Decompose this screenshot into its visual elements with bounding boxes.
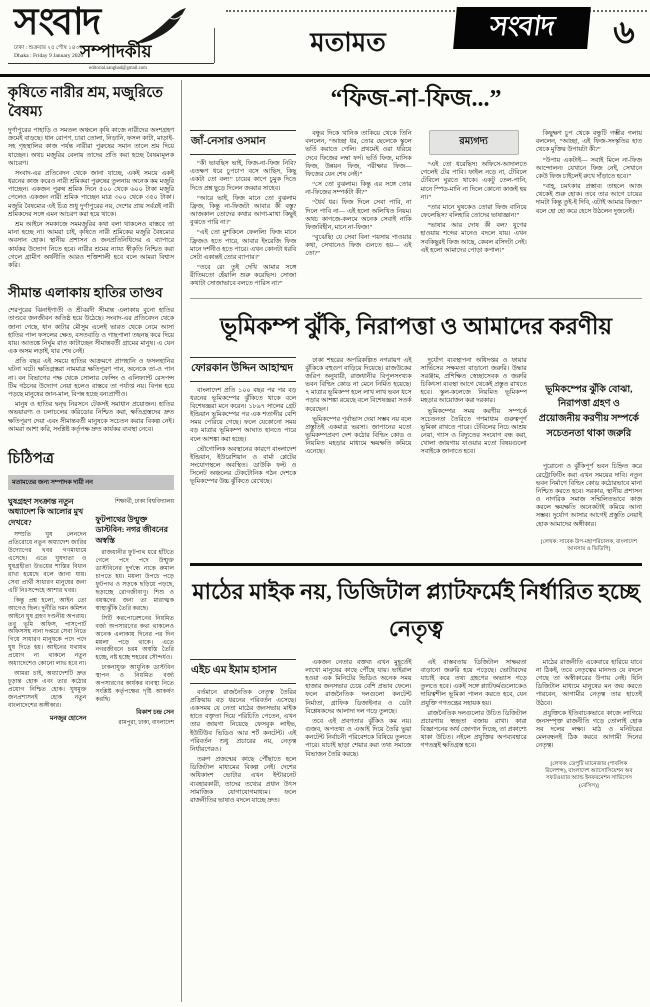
body-paragraph: “তার মানে ঘুষকেও তোরা ফিজ বানিয়ে ফেলেছিস? বলিহারি তোদের ভাষাজ্ঞান!” [420, 203, 527, 220]
body-paragraph: “তবে রে! তুই দেখি আমার সঙ্গে রীতিমতো হেঁয়ালি শুরু করেছিস। সোজা কথাটা সোজাভাবে বলতে পারিস না?” [190, 264, 297, 288]
body-paragraph: কিন্তু প্রশ্ন হলো, আইন তো আগেও ছিল। দুর্নীতি দমন কমিশন আইনে ঘুষ গ্রহণ দণ্ডনীয় অপরাধ। তবু ভূমি অফিস, পাসপোর্ট অফিসসহ নানা দপ্তরে সেবা নিতে গিয়ে সাধারণ মানুষকে পদে পদে ঘুষ দিতে হয়। আইনের যথাযথ প্রয়োগ না থাকলে নতুন অধ্যাদেশেও কোনো লাভ হবে না। [8, 597, 87, 668]
column-divider [181, 80, 182, 1002]
body-paragraph: তরুণ প্রজন্মের কাছে পৌঁছাতে হলে ডিজিটাল মাধ্যমের বিকল্প নেই। দেশের অধিকাংশ ভোটার এখন ইন্টারনেট ব্যবহারকারী, তাদের তথ্যের প্রধান উৎস সামাজিক যোগাযোগমাধ্যম। ফলে রাজনীতির ভাষাও বদলে যাচ্ছে দ্রুত। [190, 756, 297, 804]
body-paragraph: দুর্গাপুরের পাহাড়ি ও সমতল অঞ্চলে কৃষি কাজে নারীদের অংশগ্রহণ ক্রমেই বাড়ছে। ধান রোপণ, চারা তোলা, নিড়ানি, ফসল কাটা, মাড়াই-সহ গৃহস্থালির কাজ পর্যন্ত নারীরা পুরুষের সমান তালে শ্রম দিয়ে যাচ্ছেন। অথচ মজুরির বেলায় তাদের প্রতি করা হচ্ছে বৈষম্যমূলক আচরণ। [8, 127, 174, 167]
editorial-2-headline: সীমান্ত এলাকায় হাতির তাণ্ডব [8, 285, 163, 301]
article-3-byline: এইচ এম ইমাম হাসান [190, 659, 296, 684]
page-section-title: মতামত [310, 28, 386, 57]
article-3-col-1 [190, 659, 296, 807]
body-paragraph: বর্তমানে রাজনৈতিক নেতৃত্ব তৈরির প্রক্রিয়ায় বড় ধরনের পরিবর্তন এসেছে। একসময় যে নেতা মাঠের জনসভায় মাইক হাতে বক্তৃতা দিয়ে পরিচিতি পেতেন, এখন তার জায়গা নিয়েছে ফেসবুক লাইভ, ইউটিউব ভিডিও আর শর্ট কনটেন্ট। এই পরিবর্তন শুধু প্রচারের নয়, নেতৃত্ব নির্ধারণেরও। [190, 688, 297, 753]
letter-2-signature: বিকাশ চন্দ্র সেন [136, 708, 174, 716]
editorial-column [8, 84, 174, 729]
letter-1-headline: ঘুষগ্রহণ সংক্রান্ত নতুন অধ্যাদেশ কি আলোর মুখ দেখবে? [8, 496, 84, 527]
body-paragraph: ঢাকা শহরের অপরিকল্পিত নগরায়ণ এই ঝুঁকিকে বহুগুণ বাড়িয়ে দিয়েছে। রাজউকের জরিপ অনুযায়ী, রাজধানীর বিপুলসংখ্যক ভবন বিল্ডিং কোড না মেনে নির্মিত হয়েছে। ৭ মাত্রার ভূমিকম্প হলে লাখ লাখ ভবন ধসে পড়ার আশঙ্কা রয়েছে বলে বিশেষজ্ঞরা সতর্ক করেছেন। [305, 356, 412, 413]
article-2-col-1 [190, 357, 296, 554]
body-paragraph: সম্প্রতি ঘুষ লেনদেন প্রতিরোধে নতুন অধ্যাদেশ জারির উদ্যোগের খবর গণমাধ্যমে এসেছে। এতে ঘুষদাতা ও ঘুষগ্রহীতা উভয়ের শাস্তির বিধান রাখা হয়েছে বলে জানা যায়। সেবা প্রার্থী সাধারণ মানুষের জন্য এটি নিঃসন্দেহে আশার খবর। [8, 532, 87, 594]
newspaper-logo: সংবাদ [14, 2, 100, 43]
body-paragraph: “সে তো বুঝলাম। কিন্তু এর সঙ্গে তোর না-ফিজের সম্পর্কটা কী?” [305, 181, 412, 197]
body-paragraph: একজন নেতার বক্তব্য এখন মুহূর্তেই লাখো মানুষের কাছে পৌঁছে যায়। ভাইরাল হওয়া এক মিনিটের ভিডিও অনেক সময় হাজার জনসভার চেয়ে বেশি প্রভাব ফেলে। ফলে রাজনৈতিক দলগুলো কনটেন্ট নির্মাতা, গ্রাফিক ডিজাইনার ও ডেটা বিশ্লেষকদের আলাদা দল গড়ে তুলছে। [305, 658, 412, 715]
body-paragraph: শ্রম আইনে সমকাজে সমমজুরির কথা বলা থাকলেও বাস্তবে তা মানা হচ্ছে না। আমরা চাই, কৃষিতে নারী শ্রমিকের মজুরি বৈষম্যের অবসান হোক। স্থানীয় প্রশাসন ও জনপ্রতিনিধিদের এ ব্যাপারে কার্যকর উদ্যোগ নিতে হবে। নারীর শ্রমের ন্যায্য স্বীকৃতি নিশ্চিত করা গেলে গ্রামীণ অর্থনীতি আরও শক্তিশালী হবে বলে আমরা বিশ্বাস করি। [8, 220, 174, 269]
date-english: Dhaka : Friday 9 January 2026 [14, 52, 84, 59]
letter-2-body [96, 550, 175, 705]
body-paragraph: পুরোনো ও ঝুঁকিপূর্ণ ভবন চিহ্নিত করে রেট্রোফিটিং করা এখন সময়ের দাবি। নতুন ভবন নির্মাণে বিল্ডিং কোড কঠোরভাবে মানা নিশ্চিত করতে হবে। সরকার, স্থানীয় প্রশাসন ও নাগরিক সমাজ সম্মিলিতভাবে কাজ করলে ক্ষয়ক্ষতি অনেকটাই কমিয়ে আনা সম্ভব। দুর্যোগ আসার আগেই প্রস্তুতি নেয়াই হোক আমাদের অঙ্গীকার। [535, 463, 642, 528]
body-paragraph: শেরপুরের ঝিনাইগাতী ও শ্রীবরদী সীমান্ত এলাকায় বুনো হাতির তাণ্ডবে জনজীবন অতিষ্ঠ হয়ে উঠেছে। সংবাদ-এর প্রতিবেদন থেকে জানা গেছে, ধান কাটার মৌসুম এলেই ভারত থেকে নেমে আসা হাতির পাল ফসলের ক্ষেত, বসতবাড়ি ও গাছপালা তছনছ করে দিয়ে যায়। আতঙ্কে নির্ঘুম রাত কাটাচ্ছেন সীমান্তবর্তী গ্রামের মানুষ। এ যেন এক অসম লড়াই, যার শেষ নেই। [8, 307, 174, 356]
letters-columns [8, 497, 174, 729]
body-paragraph: ভৌগোলিক অবস্থানের কারণে বাংলাদেশ ইন্ডিয়ান, ইউরেশিয়ান ও বার্মা প্লেটের সংযোগস্থলে অবস্থিত। ডাউকি ফল্ট ও সিলেট অঞ্চলের টেকটোনিক গঠন দেশকে ভূমিকম্পের উচ্চ ঝুঁকিতে রেখেছে। [190, 445, 297, 486]
body-paragraph: “ধৈর্য ধর। ফিজ দিলে সেবা পাবি, না দিলে পাবি না— এই হলো অলিখিত নিয়ম। অথচ কাগজে-কলমে অনেক সেবাই নাকি ফিজবিহীন, মানে না-ফিজ!” [305, 199, 412, 231]
body-paragraph: ভূমিকম্পের সময় করণীয় সম্পর্কে সচেতনতা তৈরিতে গণমাধ্যম গুরুত্বপূর্ণ ভূমিকা রাখতে পারে। টেবিলের নিচে আশ্রয় নেয়া, গ্যাস ও বিদ্যুতের সংযোগ বন্ধ করা, খোলা জায়গায় যাওয়ার মতো বিষয়গুলো সবাইকে জানাতে হবে। [420, 407, 527, 456]
body-paragraph: ভূমিকম্পের পূর্বাভাস দেয়া সম্ভব নয় বলে প্রস্তুতিই একমাত্র ভরসা। জাপানের মতো ভূমিকম্পপ্রবণ দেশ কঠোর বিল্ডিং কোড ও নিয়মিত মহড়ার মাধ্যমে ক্ষয়ক্ষতি কমিয়ে এনেছে। [305, 415, 412, 456]
body-paragraph: “বুঝেছি! যে সেবা বিনা পয়সায় পাওয়ার কথা, সেখানেও ফিজ গুনতে হয়— এই তো?” [305, 234, 412, 258]
letter-2-signature-info: রামপুরা, ঢাকা, বাংলাদেশ [118, 719, 174, 726]
body-paragraph: “এই তো মুশকিলে ফেললি! ফিজ মানে ফ্রিজও হতে পারে, আবার ইংরেজি ফিজ মানে দর্শনীও হতে পারে। এখন কোনটা ধরবি সেটা একান্তই তোর ব্যাপার।” [190, 229, 297, 261]
body-paragraph: আমরা চাই, অধ্যাদেশটি দ্রুত চূড়ান্ত হোক এবং তার কঠোর প্রয়োগ নিশ্চিত হোক। ঘুষমুক্ত জনপ্রশাসনই হোক নতুন বাংলাদেশের অঙ্গীকার। [8, 671, 87, 709]
body-paragraph: ঢাকনাযুক্ত আধুনিক ডাস্টবিন স্থাপন ও নিয়মিত বর্জ্য অপসারণের কার্যকর ব্যবস্থা নিতে সংশ্লিষ্ট কর্তৃপক্ষের দৃষ্টি আকর্ষণ করছি। [95, 665, 174, 703]
dateline [14, 45, 83, 60]
article-3-col-3 [421, 659, 527, 807]
article-1-body [190, 130, 642, 291]
letter-2-headline: ফুটপাথের উন্মুক্ত ডাস্টবিন: নগর জীবনের অস্বস্তি [95, 514, 168, 545]
letter-item [96, 515, 175, 728]
article-separator-thick [190, 563, 642, 566]
letters-disclaimer: মতামতের জন্য সম্পাদক দায়ী নন [8, 475, 174, 490]
body-paragraph: রাজধানীর ফুটপাথ ধরে হাঁটতে গেলে পদে পদে উন্মুক্ত ডাস্টবিনের দুর্গন্ধে নাকে রুমাল চাপতে হয়। ময়লা উপচে পড়ে ফুটপাথ ও সড়কে ছড়িয়ে পড়ছে, ছড়াচ্ছে রোগজীবাণু। শিশু ও বয়স্কদের জন্য তা মারাত্মক স্বাস্থ্যঝুঁকি তৈরি করছে। [95, 550, 174, 612]
newspaper-logo-box [453, 7, 591, 49]
body-paragraph: সংবাদ-এর প্রতিবেদন থেকে জানা যাচ্ছে, একই সময়ে একই ধরনের কাজ করেও নারী শ্রমিকরা পুরুষের তুলনায় অনেক কম মজুরি পাচ্ছেন। একজন পুরুষ শ্রমিক দিনে ৫০০ থেকে ৬০০ টাকা মজুরি পেলেও একজন নারী শ্রমিক পাচ্ছেন মাত্র ৩০০ থেকে ৩৫০ টাকা। মজুরি বৈষম্যের এই চিত্র শুধু দুর্গাপুরের নয়, দেশের প্রায় সর্বত্রই নারী শ্রমিকদের সঙ্গে এমন আচরণ করা হয়ে থাকে। [8, 169, 174, 218]
article-separator-thin [190, 298, 642, 299]
header-vertical-rule [214, 28, 215, 63]
article-2-author-footer: [লেখক: সাবেক উপ-মহাপরিচালক, বাংলাদেশ আনসার ও ভিডিপি] [540, 538, 638, 553]
date-bengali: ঢাকা : শুক্রবার ২৫ পৌষ ১৪৩২ [14, 45, 83, 51]
article-3-author-footer: [লেখক: ডেপুটি ম্যানেজার (পাবলিক রিলেশন্স), বাংলাদেশ অ্যাসোসিয়েশন অব সফটওয়্যার অ্যান্ড ইনফরমেশন সার্ভিসেস (বেসিস)] [545, 760, 633, 789]
body-paragraph: বন্ধুর দিকে খানিক তাকিয়ে থেকে তিনি বললেন, “আচ্ছা ধর, তোর ছেলেকে স্কুলে ভর্তি করাতে গেলি। প্রথমেই ওরা ধরিয়ে দেবে ফিজের লম্বা ফর্দ। ভর্তি ফিজ, মাসিক ফিজ, উন্নয়ন ফিজ, পরীক্ষার ফিজ— ফিজের যেন শেষ নেই।” [305, 130, 412, 178]
body-paragraph: প্রতি বছর এই সময়ে হাতির আক্রমণে প্রাণহানি ও ফসলহানির ঘটনা ঘটে। ক্ষতিগ্রস্তরা নামমাত্র ক্ষতিপূরণ পান, অনেকে তা-ও পান না। বন বিভাগের পক্ষ থেকে সোলার ফেন্সিং ও এলিফ্যান্ট রেসপন্স টিম গঠনের উদ্যোগ নেয়া হলেও বাস্তবে তা পর্যাপ্ত নয়। বিপন্ন হয়ে পড়ছে মানুষের জান-মাল, বিপন্ন হচ্ছে বন্যপ্রাণীও। [8, 358, 174, 398]
header-bottom-rule [0, 74, 650, 77]
body-paragraph: প্রযুক্তিকে ইতিবাচকভাবে কাজে লাগিয়ে জনসম্পৃক্ত রাজনীতি গড়ে তোলাই হোক সব দলের লক্ষ্য। মাঠ ও মনিটরের মেলবন্ধনই ঠিক করবে আগামী দিনের নেতৃত্ব। [535, 709, 642, 750]
body-paragraph: মানুষ ও হাতির দ্বন্দ্ব নিরসনে টেকসই সমাধান প্রয়োজন। হাতির অভয়ারণ্য ও চলাচলের করিডোর নিশ্চিত করা, ক্ষতিগ্রস্তদের দ্রুত ক্ষতিপূরণ দেয়া এবং সীমান্তবর্তী মানুষকে সচেতন করার বিকল্প নেই। আমরা আশা করি, সংশ্লিষ্ট কর্তৃপক্ষ দ্রুত কার্যকর ব্যবস্থা নেবে। [8, 401, 174, 433]
letter-1-signature: মনজুর হোসেন [49, 714, 87, 722]
editorial-1-body [8, 127, 174, 270]
letter-1-signature-info: শিক্ষার্থী, ঢাকা বিশ্ববিদ্যালয় [114, 498, 174, 505]
body-paragraph: রাজনৈতিক দলগুলোর উচিত ডিজিটাল প্রচারণায় স্বচ্ছতা বজায় রাখা। কারা বিজ্ঞাপনের অর্থ জোগান দিচ্ছে, তা প্রকাশ্যে থাকা উচিত। নইলে প্রযুক্তির অপব্যবহারে গণতন্ত্রই ক্ষতিগ্রস্ত হবে। [420, 709, 527, 750]
body-paragraph: “উপায় একটাই— সবাই মিলে না-ফিজ আন্দোলন! যেখানে ফিজ নেই, সেখানে কেউ ফিজ চাইলেই রুখে দাঁড়াতে হবে।” [535, 156, 642, 180]
body-paragraph: “আরে ভাই, ফিজ মানে তো বুঝলাম ফ্রিজ, কিন্তু না-ফিজটা আবার কী বস্তু? আজকাল তোদের কথার আগা-মাথা কিছুই বুঝতে পারি না।” [190, 194, 297, 227]
opinion-column [190, 78, 642, 807]
article-2-col-4 [536, 357, 642, 554]
body-paragraph: কিছুক্ষণ চুপ থেকে বন্ধুটি গম্ভীর গলায় বললেন, “আচ্ছা, এই ফিজ-সংস্কৃতির হাত থেকে মুক্তির উপায়টা কী?” [535, 130, 642, 154]
logo-box-text: সংবাদ [488, 10, 557, 41]
article-3-headline: মাঠের মাইক নয়, ডিজিটাল প্ল্যাটফর্মেই নির্ধারিত হচ্ছে নেতৃত্ব [192, 578, 640, 641]
body-paragraph: “এই তো ধরেছিস! অফিসে-আদালতে গেলেই টের পাবি। ফাইল নড়ে না, টেবিলে টেবিলে ঘুরতে থাকে। একটু তেল-পানি, মানে স্পিড-মানি না দিলে কোনো কাজই হয় না।” [420, 161, 527, 201]
article-2-byline: ফোরকান উদ্দিন আহাম্মদ [190, 357, 296, 382]
article-1-headline: “ফিজ-না-ফিজ...” [330, 86, 502, 112]
editorial-1-headline: কৃষিতে নারীর শ্রম, মজুরিতে বৈষম্য [8, 85, 163, 120]
article-2-headline: ভূমিকম্প ঝুঁকি, নিরাপত্তা ও আমাদের করণীয় [219, 313, 613, 339]
body-paragraph: “ভাষার আর দোষ কী বল? যুগের হাওয়ায় শব্দের মানেও বদলে যায়। এখন সবকিছুরই ফিজ আছে, কেবল রসিদটা নেই। এই হলো আমাদের পোড়া কপাল।” [420, 222, 527, 254]
body-paragraph: “কী ভাবছিস ভাই, ফিজ-না-ফিজ নিবি? এতক্ষণ ধরে চুপচাপ বসে আছিস, কিছু একটা তো বল!” চায়ের কাপে চুমুক দিতে দিতে প্রশ্ন ছুড়ে দিলেন জব্বার সাহেব। [190, 160, 297, 192]
masthead-rule [8, 63, 214, 64]
body-paragraph: বাংলাদেশ প্রতি ১০০ বছর পর পর বড় ধরনের ভূমিকম্পের ঝুঁকিতে থাকে বলে বিশেষজ্ঞরা মনে করেন। ১৮৯৭ সালের গ্রেট ইন্ডিয়ান ভূমিকম্পের পর এক শতাব্দীর বেশি সময় পেরিয়ে গেছে। ফলে যেকোনো সময় বড় মাত্রার ভূমিকম্প আঘাত হানতে পারে বলে আশঙ্কা করা হচ্ছে। [190, 386, 297, 443]
body-paragraph: এই বাস্তবতায় ডিজিটাল সাক্ষরতা বাড়ানো জরুরি হয়ে পড়েছে। ভোটারদের যাচাই করে তথ্য গ্রহণের অভ্যাস গড়ে তুলতে হবে। একই সঙ্গে প্ল্যাটফর্মগুলোকেও দায়িত্বশীল ভূমিকা পালন করতে হবে, যেন প্রযুক্তি গণতন্ত্রের সহায়ক হয়। [420, 658, 527, 707]
article-1-col-3 [421, 130, 527, 291]
letter-1-body [8, 532, 87, 710]
editorial-2-body [8, 307, 174, 434]
body-paragraph: “বাহ্, চমৎকার প্রস্তাব! তাহলে আজ থেকেই শুরু হোক। তবে তার আগে চায়ের দামটা কিন্তু তুই-ই দিবি, এটাই আমার ফিজ!” বলে হো হো করে হেসে উঠলেন দুজনেই। [535, 183, 642, 215]
article-1-genre-tag: রম্যগদ্য [429, 130, 519, 155]
article-3-col-2 [305, 659, 411, 807]
article-2-col-2 [305, 357, 411, 554]
article-1-col-2 [305, 130, 411, 291]
body-paragraph: সিটি করপোরেশনের নিয়মিত বর্জ্য অপসারণের কথা থাকলেও অনেক এলাকায় দিনের পর দিন ময়লা পড়ে থাকে। এতে নগরজীবনে চরম অস্বস্তি তৈরি হচ্ছে, নষ্ট হচ্ছে শহরের সৌন্দর্যও। [95, 615, 174, 662]
article-2-pull-quote: ভূমিকম্পের ঝুঁকি বোঝা, নিরাপত্তা গ্রহণ ও প্রয়োজনীয় করণীয় সম্পর্কে সচেতনতা থাকা জরুরি [538, 384, 639, 439]
body-paragraph: তবে এই প্রবণতার ঝুঁকিও কম নয়। গুজব, অপতথ্য ও এআই দিয়ে তৈরি ভুয়া কনটেন্ট নির্বাচনী পরিবেশকে বিষিয়ে তুলতে পারে। যাচাই ছাড়া শেয়ার করা তথ্য সমাজে বিভাজন তৈরি করছে। [305, 717, 412, 758]
article-1-col-1 [190, 130, 296, 291]
article-2-body [190, 357, 642, 554]
body-paragraph: মাঠের রাজনীতি একেবারে হারিয়ে যাবে না ঠিকই, তবে নেতৃত্বের মানদণ্ড যে বদলে গেছে তা অস্বীকারের উপায় নেই। যিনি ডিজিটাল মাধ্যমে মানুষের মন জয় করতে পারবেন, আগামীর নেতৃত্ব তার হাতেই উঠবে। [535, 658, 642, 707]
editorial-script-title: সম্পাদকীয় [80, 42, 152, 61]
article-3-body [190, 659, 642, 807]
article-2-col-3 [421, 357, 527, 554]
article-1-col-4 [536, 130, 642, 291]
letters-section-title: চিঠিপত্র [8, 450, 54, 467]
article-1-byline: জাঁ-নেসার ওসমান [190, 130, 296, 155]
editorial-email: editorial.sangbad@gmail.com [89, 66, 147, 71]
article-3-col-4 [536, 659, 642, 807]
body-paragraph: দুর্যোগ ব্যবস্থাপনা অধিদপ্তর ও ফায়ার সার্ভিসের সক্ষমতা বাড়ানো জরুরি। উদ্ধার সরঞ্জাম, প্রশিক্ষিত স্বেচ্ছাসেবক ও জরুরি চিকিৎসা ব্যবস্থা আগে থেকেই প্রস্তুত রাখতে হবে। স্কুল-কলেজে নিয়মিত ভূমিকম্প মহড়ার আয়োজন করা দরকার। [420, 356, 527, 405]
page-number: ৬ [613, 15, 635, 51]
